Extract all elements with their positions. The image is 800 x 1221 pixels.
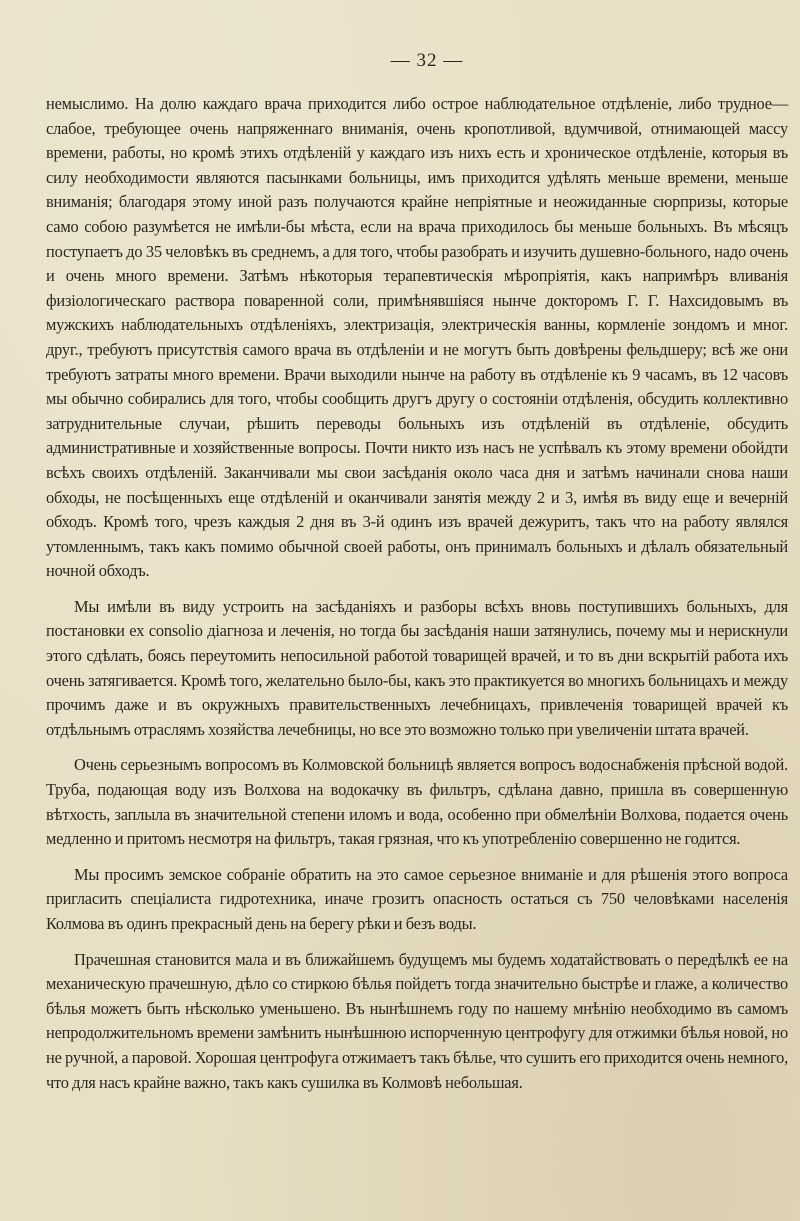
paragraph-5: Прачешная становится мала и въ ближайшемъ будущемъ мы будемъ ходатайствовать о передѣлкѣ ее на механическую прачешную, дѣло со стиркою бѣлья пойдетъ тогда значительно быстрѣе и глаже, а количество бѣлья можетъ быть нѣсколько уменьшено. Въ нынѣшнемъ году по нашему мнѣнію необходимо въ самомъ непродолжительномъ времени замѣнить нынѣшнюю испорченную центрофугу для отжимки бѣлья новой, но не ручной, а паровой. Хорошая центрофуга отжимаетъ такъ бѣлье, что сушить его приходится очень немного, что для насъ крайне важно, такъ какъ сушилка въ Колмовѣ небольшая. <box>46 949 788 1092</box>
paragraph-1: немыслимо. На долю каждаго врача приходится либо острое наблюдательное отдѣленіе, либо трудное—слабое, требующее очень напряженнаго вниманія, очень кропотливой, вдумчивой, отнимающей массу времени, работы, но кромѣ этихъ отдѣленій у каждаго изъ нихъ есть и хроническое отдѣленіе, которыя въ силу необходимости являются пасынками больницы, имъ приходится удѣлять меньше времени, меньше вниманія; благодаря этому иной разъ получаются крайне непріятные и неожиданные сюрпризы, которые само собою разумѣется не имѣли-бы мѣста, если на врача приходилось бы меньше больныхъ. Въ мѣсяцъ поступаетъ до 35 человѣкъ въ среднемъ, а для того, чтобы разобрать и изучить душевно-больного, надо очень и очень много времени. Затѣмъ нѣкоторыя терапевтическія мѣропріятія, какъ напримѣръ вливанія физіологическаго раствора поваренной соли, примѣнявшіяся нынче докторомъ Г. Г. Нахсидовымъ въ мужскихъ наблюдательныхъ отдѣленіяхъ, электризація, электрическія ванны, кормленіе зондомъ и мног. друг., требуютъ присутствія самого врача въ отдѣленіи и не могутъ быть довѣрены фельдшеру; всѣ же они требуютъ затраты много времени. Врачи выходили нынче на работу въ отдѣленіе къ 9 часамъ, въ 12 часовъ мы обычно собирались для того, чтобы сообщить другъ другу о состояніи отдѣленія, обсудить коллективно затруднительные случаи, рѣшить переводы больныхъ изъ отдѣленій въ отдѣленіе, обсудить административные и хозяйственные вопросы. Почти никто изъ насъ не успѣвалъ къ этому времени обойдти всѣхъ своихъ отдѣленій. Заканчивали мы свои засѣданія около часа дня и затѣмъ начинали снова наши обходы, не посѣщенныхъ еще отдѣленій и оканчивали занятія между 2 и 3, имѣя въ виду еще и вечерній обходъ. Кромѣ того, чрезъ каждыя 2 дня въ 3-й одинъ изъ врачей дежуритъ, такъ что на работу являлся утомленнымъ, такъ какъ помимо обычной своей работы, онъ принималъ больныхъ и дѣлалъ обязательный ночной обходъ. <box>46 94 788 581</box>
paragraph-4: Мы просимъ земское собраніе обратить на это самое серьезное вниманіе и для рѣшенія этого вопроса пригласить спеціалиста гидротехника, иначе грозитъ опасность остаться съ 750 человѣками населенія Колмова въ одинъ прекрасный день на берегу рѣки и безъ воды. <box>46 864 788 933</box>
body-text <box>46 92 788 1095</box>
paragraph-2: Мы имѣли въ виду устроить на засѣданіяхъ и разборы всѣхъ вновь поступившихъ больныхъ, для постановки ex consolio діагноза и леченія, но тогда бы засѣданія наши затянулись, почему мы и нерискнули этого сдѣлать, боясь переутомить непосильной работой товарищей врачей, и то въ дни вскрытій работа ихъ очень затягивается. Кромѣ того, желательно было-бы, какъ это практикуется во многихъ больницахъ и между прочимъ даже и въ окружныхъ правительственныхъ лечебницахъ, привлеченія товарищей врачей къ отдѣльнымъ отраслямъ хозяйства лечебницы, но все это возможно только при увеличеніи штата врачей. <box>46 596 788 739</box>
page-number: — 32 — <box>390 50 464 71</box>
paragraph-3: Очень серьезнымъ вопросомъ въ Колмовской больницѣ является вопросъ водоснабженія прѣсной водой. Труба, подающая воду изъ Волхова на водокачку въ фильтръ, сдѣлана давно, пришла въ совершенную вѣтхость, заплыла въ значительной степени иломъ и вода, особенно при обмелѣніи Волхова, подается очень медленно и притомъ несмотря на фильтръ, такая грязная, что къ употребленію совершенно не годится. <box>46 755 788 849</box>
